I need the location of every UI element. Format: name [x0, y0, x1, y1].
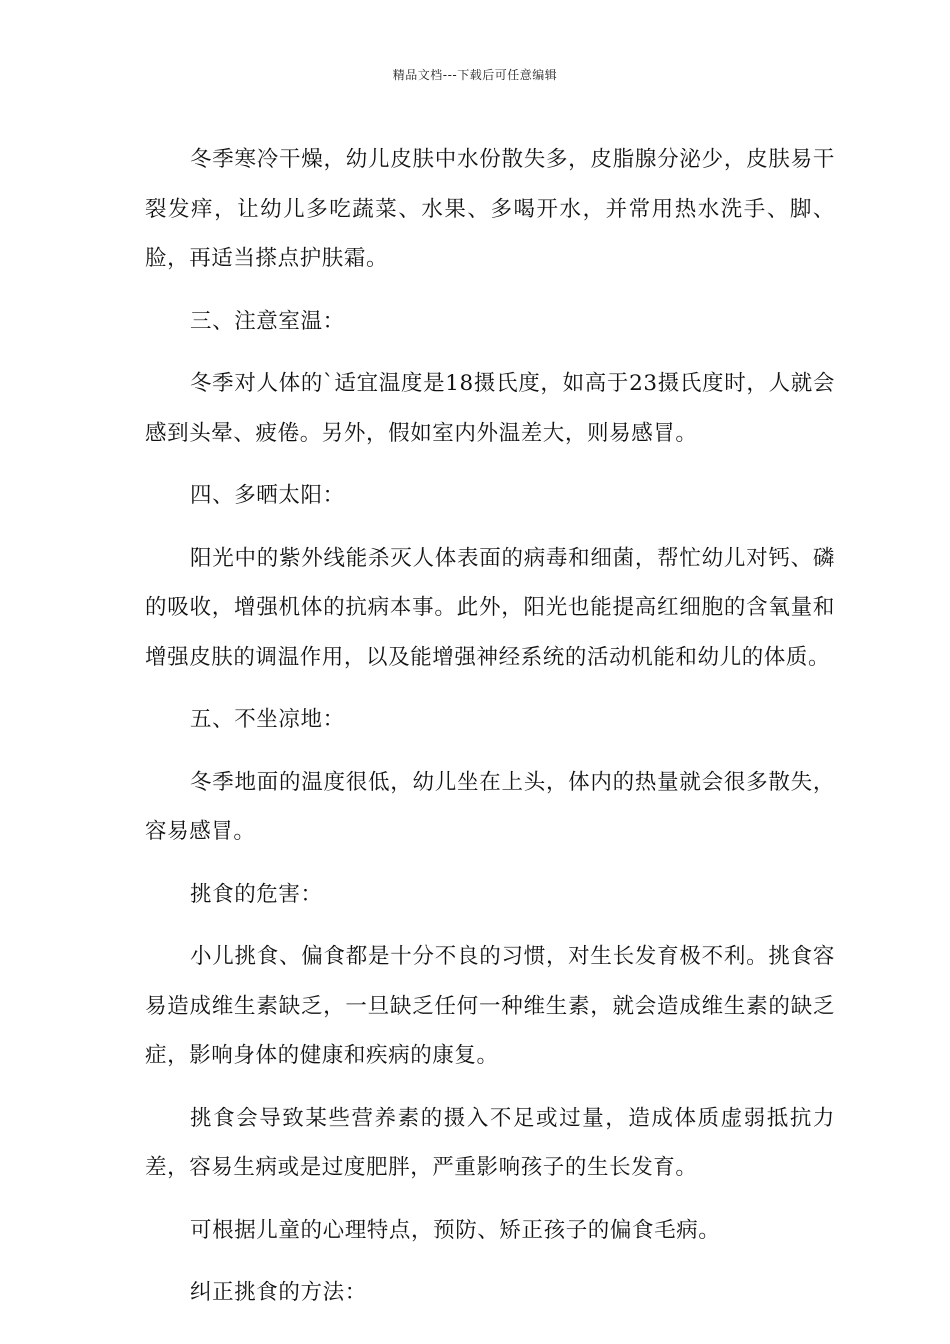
section-heading-cold-ground: 五、不坐凉地： [190, 707, 345, 732]
paragraph-picky-eating-harm-2: 挑食会导致某些营养素的摄入不足或过量，造成体质虚弱抵抗力差，容易生病或是过度肥胖，严重影响孩子的生长发育。 [145, 1105, 835, 1180]
paragraph-prevention: 可根据儿童的心理特点，预防、矫正孩子的偏食毛病。 [190, 1217, 721, 1243]
document-body [145, 135, 835, 1331]
section-heading-picky-eating-harm: 挑食的危害： [190, 881, 323, 907]
page-header: 精品文档---下载后可任意编辑 [392, 68, 558, 82]
paragraph-cold-ground: 冬季地面的温度很低，幼儿坐在上头，体内的热量就会很多散失，容易感冒。 [145, 769, 835, 844]
section-heading-room-temperature: 三、注意室温： [190, 308, 345, 334]
paragraph-skin-care: 冬季寒冷干燥，幼儿皮肤中水份散失多，皮脂腺分泌少，皮肤易干裂发痒，让幼儿多吃蔬菜、水果、多喝开水，并常用热水洗手、脚、脸，再适当搽点护肤霜。 [145, 147, 835, 271]
section-heading-correction-methods: 纠正挑食的方法： [190, 1280, 367, 1305]
paragraph-sunshine: 阳光中的紫外线能杀灭人体表面的病毒和细菌，帮忙幼儿对钙、磷的吸收，增强机体的抗病本事。此外，阳光也能提高红细胞的含氧量和增强皮肤的调温作用，以及能增强神经系统的活动机能和幼儿的体质。 [145, 545, 835, 670]
paragraph-room-temperature: 冬季对人体的`适宜温度是18摄氏度，如高于23摄氏度时，人就会感到头晕、疲倦。另外，假如室内外温差大，则易感冒。 [145, 371, 835, 446]
paragraph-picky-eating-harm-1: 小儿挑食、偏食都是十分不良的习惯，对生长发育极不利。挑食容易造成维生素缺乏，一旦缺乏任何一种维生素，就会造成维生素的缺乏症，影响身体的健康和疾病的康复。 [145, 944, 835, 1068]
section-heading-sunshine: 四、多晒太阳： [190, 483, 345, 508]
